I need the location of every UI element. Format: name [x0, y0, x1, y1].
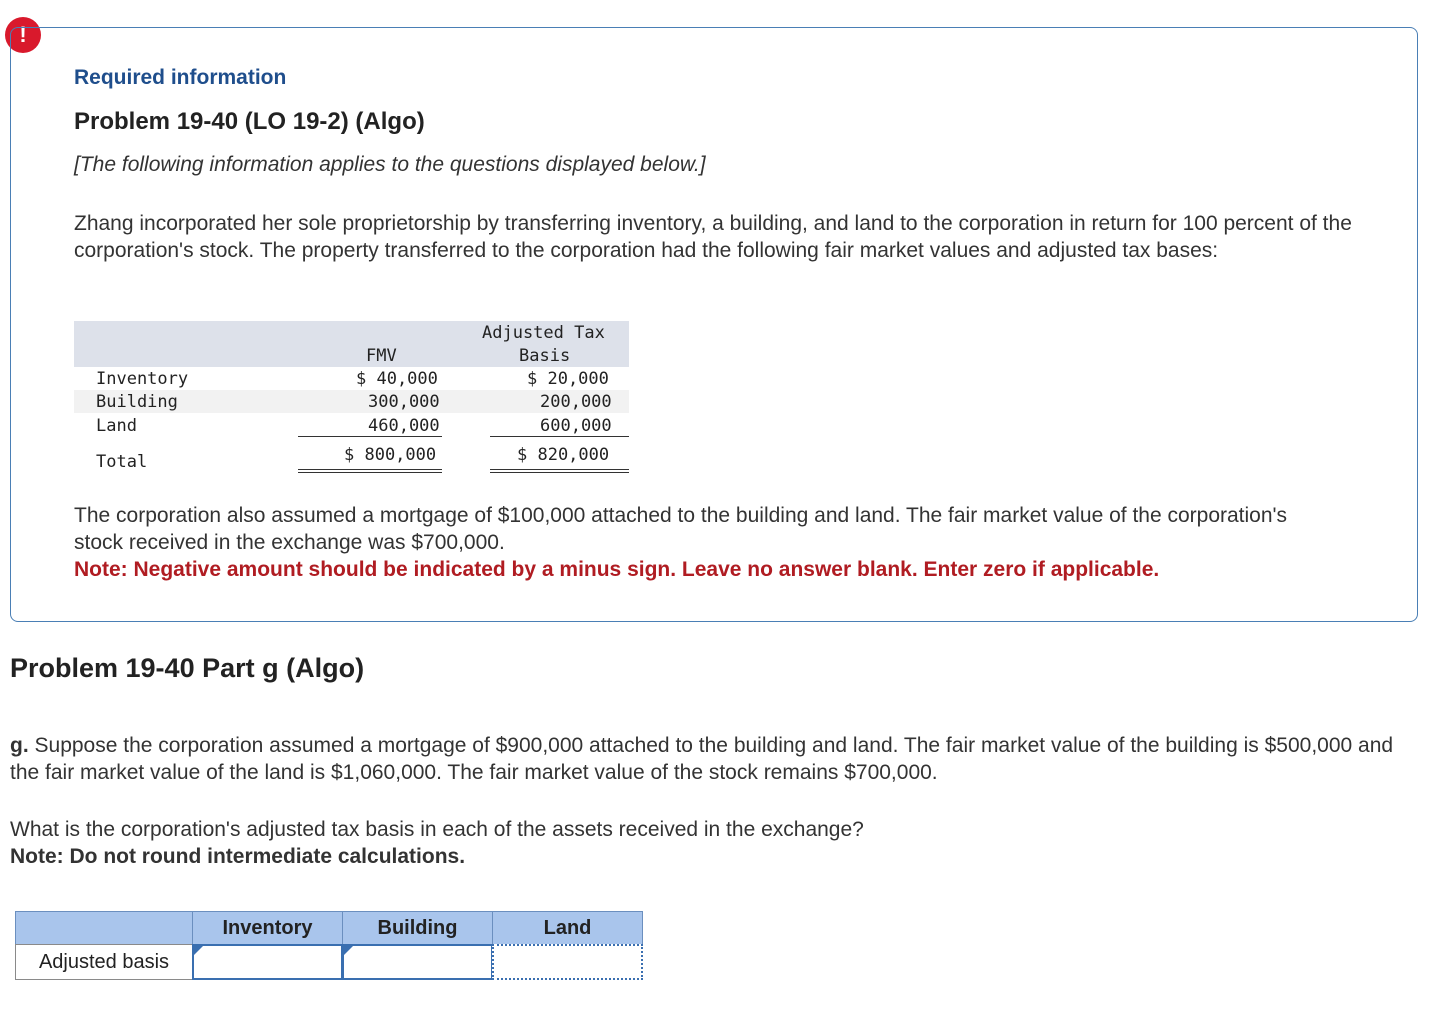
- building-basis-input[interactable]: [342, 944, 493, 980]
- basis-header-line2: Basis: [519, 346, 571, 366]
- header-inventory: Inventory: [192, 911, 343, 945]
- input-marker-icon: [194, 946, 203, 955]
- rounding-note: Note: Do not round intermediate calculations.: [10, 845, 466, 868]
- row-label-land: Land: [96, 416, 137, 436]
- land-basis: 600,000: [540, 416, 612, 436]
- header-land: Land: [492, 911, 643, 945]
- inventory-fmv: $ 40,000: [356, 369, 438, 389]
- fmv-subtotal-rule: [298, 436, 442, 437]
- following-info-note: [The following information applies to the questions displayed below.]: [74, 153, 706, 176]
- land-fmv: 460,000: [368, 416, 440, 436]
- row-label-inventory: Inventory: [96, 369, 189, 389]
- basis-subtotal-rule: [490, 436, 629, 437]
- total-fmv: $ 800,000: [344, 445, 437, 465]
- input-marker-icon: [344, 946, 353, 955]
- negative-amount-note: Note: Negative amount should be indicated by a minus sign. Leave no answer blank. Enter zero if applicable.: [74, 558, 1160, 581]
- basis-header-line1: Adjusted Tax: [482, 323, 605, 343]
- fmv-total-rule: [298, 469, 442, 470]
- part-g-text: Suppose the corporation assumed a mortgage of $900,000 attached to the building and land. The fair market value of the building is $500,000 and the fair market value of the land is $1,060,000. The fair market value of the stock remains $700,000.: [10, 734, 1394, 784]
- land-basis-input[interactable]: [492, 944, 643, 980]
- question-text: What is the corporation's adjusted tax basis in each of the assets received in the exchange?: [10, 818, 864, 841]
- part-title: Problem 19-40 Part g (Algo): [10, 653, 365, 683]
- part-g-paragraph: [10, 732, 1420, 786]
- basis-total-rule: [490, 469, 629, 470]
- building-fmv: 300,000: [368, 392, 440, 412]
- fmv-header: FMV: [366, 346, 397, 366]
- required-info-heading: Required information: [74, 66, 287, 89]
- basis-total-rule-double: [490, 472, 629, 473]
- total-basis: $ 820,000: [517, 445, 610, 465]
- mortgage-paragraph: The corporation also assumed a mortgage of $100,000 attached to the building and land. The fair market value of the corporation's stock received in the exchange was $700,000.: [74, 504, 1288, 554]
- row-label-building: Building: [96, 392, 178, 412]
- problem-title: Problem 19-40 (LO 19-2) (Algo): [74, 108, 425, 135]
- row-label-total: Total: [96, 452, 148, 472]
- part-g-label: g.: [10, 734, 29, 757]
- header-building: Building: [342, 911, 493, 945]
- fmv-total-rule-double: [298, 472, 442, 473]
- row-label-adjusted-basis: Adjusted basis: [15, 944, 193, 980]
- alert-icon: !: [5, 17, 41, 53]
- inventory-basis-input[interactable]: [192, 944, 343, 980]
- building-basis: 200,000: [540, 392, 612, 412]
- inventory-basis: $ 20,000: [527, 369, 609, 389]
- intro-paragraph: Zhang incorporated her sole proprietorship by transferring inventory, a building, and land to the corporation in return for 100 percent of the corporation's stock. The property transferred to the corporation had the following fair market values and adjusted tax bases:: [74, 212, 1352, 262]
- answer-header-blank: [15, 911, 193, 945]
